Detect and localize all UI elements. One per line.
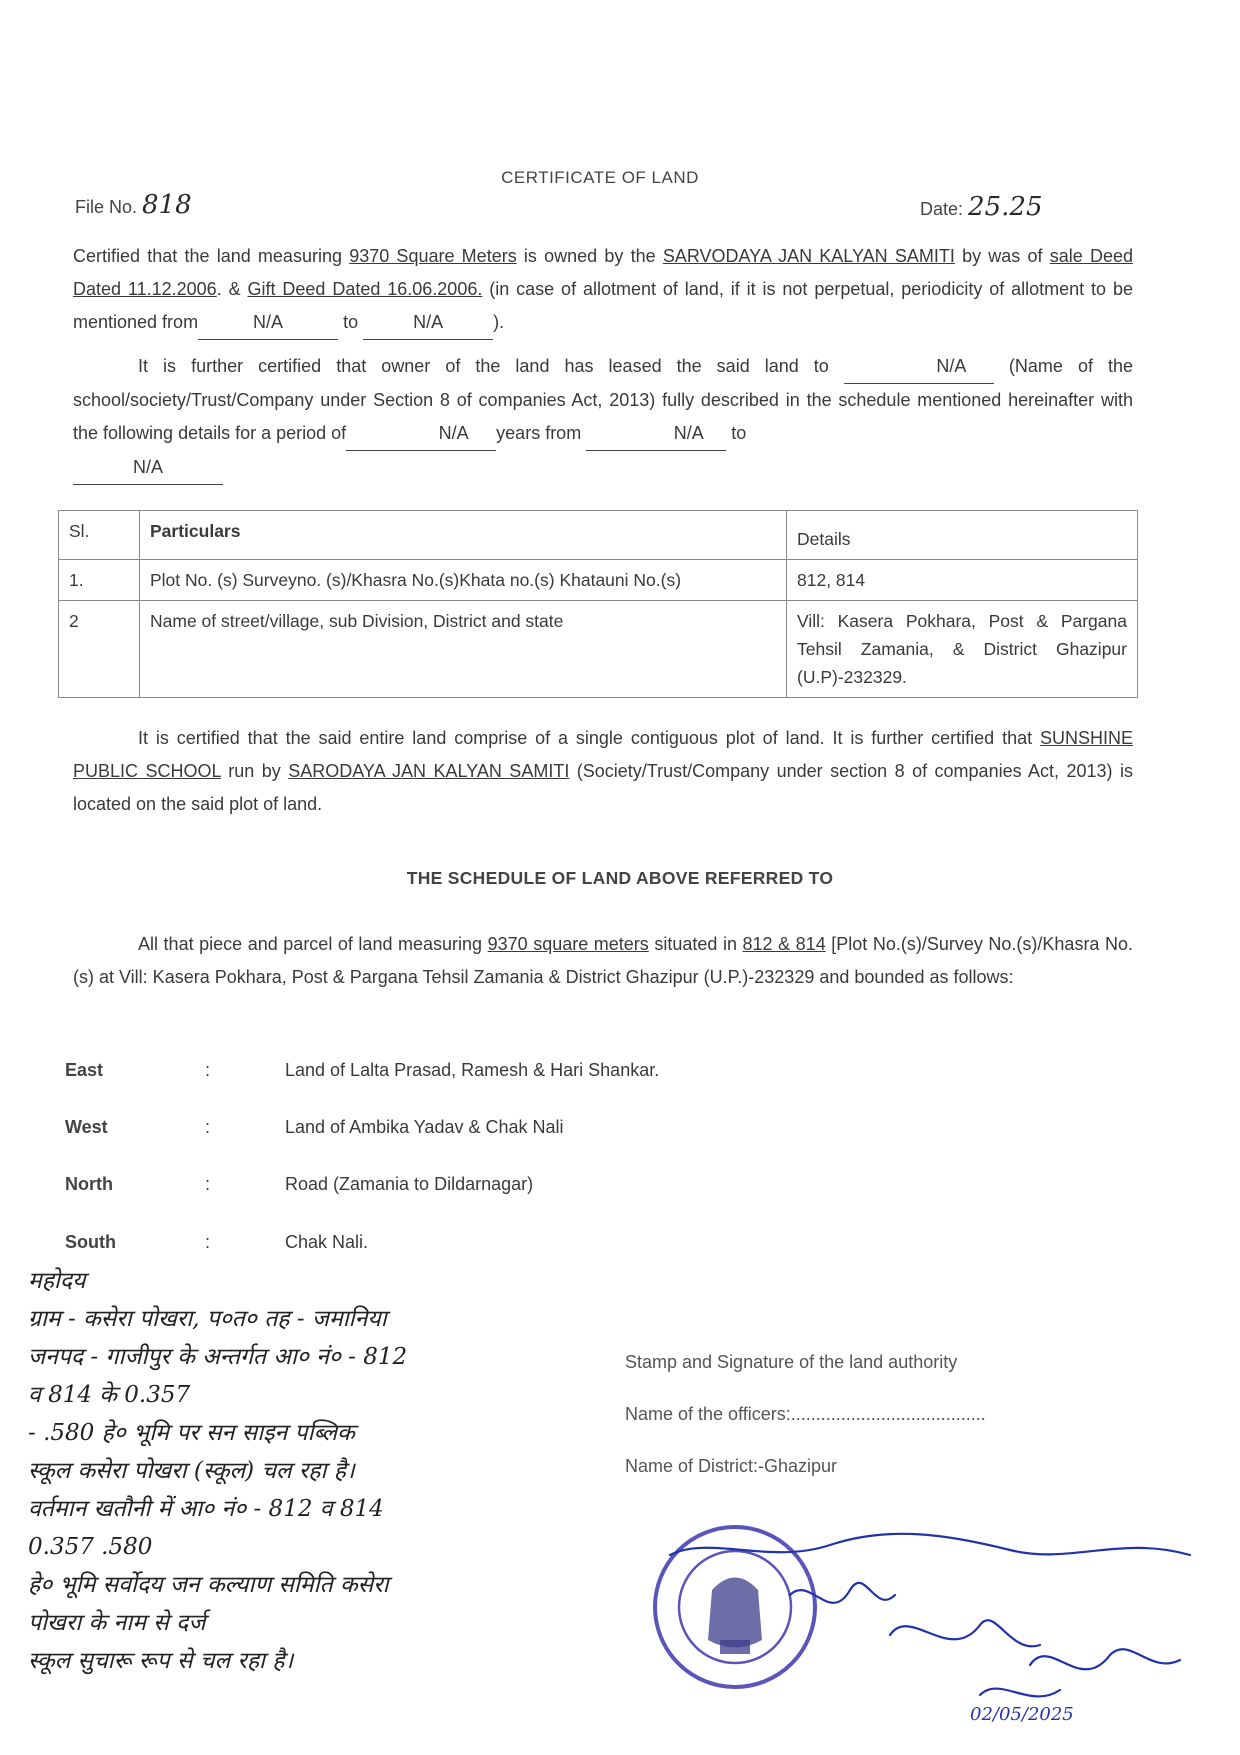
note-line: ग्राम - कसेरा पोखरा, प०त० तह - जमानिया: [28, 1306, 387, 1332]
boundary-colon: :: [205, 1232, 211, 1252]
table-cell: 812, 814: [787, 560, 1138, 601]
ownership-paragraph: [73, 240, 1133, 340]
school-name: SUNSHINE PUBLIC SCHOOL: [73, 728, 1133, 781]
table-cell: 1.: [59, 560, 140, 601]
table-cell: 2: [59, 601, 140, 698]
schedule-plots: 812 & 814: [742, 934, 826, 954]
schedule-heading: THE SCHEDULE OF LAND ABOVE REFERRED TO: [406, 868, 834, 888]
boundary-east: [65, 1060, 659, 1081]
district-name-label: Name of District:-Ghazipur: [625, 1456, 838, 1476]
lease-to: N/A: [73, 451, 223, 485]
boundary-colon: :: [205, 1174, 211, 1194]
date-value: 25.25: [968, 192, 1043, 222]
note-line: महोदय: [28, 1268, 86, 1294]
text: ).: [493, 312, 505, 332]
note-line: व 814 के 0.357: [28, 1382, 191, 1408]
note-line: जनपद - गाजीपुर के अन्तर्गत आ० नं० - 812: [28, 1344, 408, 1370]
table-cell: Plot No. (s) Surveyno. (s)/Khasra No.(s)Khata no.(s) Khatauni No.(s): [140, 560, 787, 601]
schedule-area: 9370 square meters: [487, 934, 649, 954]
authority-section: [625, 1352, 986, 1508]
note-line: स्कूल सुचारू रूप से चल रहा है।: [28, 1648, 294, 1674]
contiguous-plot-paragraph: [73, 722, 1133, 821]
text: by was of: [954, 246, 1050, 266]
table-row: [59, 601, 1138, 698]
note-line: स्कूल कसेरा पोखरा (स्कूल) चल रहा है।: [28, 1458, 355, 1484]
text: to: [731, 423, 747, 443]
text: [Plot No.(s)/Survey No.(s)/Khasra No.(s) at Vill: Kasera Pokhara, Post & Pargana Tehsil Zamania & District Ghazipur (U.P.)-232329 and bounded as follows:: [73, 934, 1134, 987]
file-number-label: File No.: [75, 197, 138, 217]
text: is owned by the: [516, 246, 663, 266]
text: (Society/Trust/Company under section 8 of companies Act, 2013) is located on the said plot of land.: [73, 761, 1133, 814]
note-line: 0.357 .580: [28, 1534, 153, 1560]
table-row: [59, 560, 1138, 601]
text: It is further certified that owner of the land has leased the said land to: [138, 356, 844, 376]
date-field: [920, 192, 1042, 222]
lessee-name: N/A: [844, 350, 994, 384]
boundary-direction: East: [65, 1060, 104, 1080]
text: run by: [220, 761, 289, 781]
header-cell: Sl.: [59, 511, 140, 560]
handwritten-note: [28, 1262, 628, 1680]
text: Certified that the land measuring: [73, 246, 350, 266]
header-cell: Particulars: [140, 511, 787, 560]
gift-deed: Gift Deed Dated 16.06.2006.: [247, 279, 483, 299]
file-number-value: 818: [142, 190, 192, 220]
text: All that piece and parcel of land measuring: [138, 934, 488, 954]
owner-name: SARVODAYA JAN KALYAN SAMITI: [662, 246, 955, 266]
land-area: 9370 Square Meters: [349, 246, 517, 266]
note-line: हे० भूमि सर्वोदय जन कल्याण समिति कसेरा: [28, 1572, 389, 1598]
allotment-to: N/A: [363, 306, 493, 340]
boundary-description: Road (Zamania to Dildarnagar): [285, 1174, 534, 1194]
society-name: SARODAYA JAN KALYAN SAMITI: [288, 761, 570, 781]
lease-period: N/A: [346, 417, 496, 451]
header-cell: Details: [787, 511, 1138, 560]
boundary-direction: West: [65, 1117, 108, 1137]
boundary-north: [65, 1174, 533, 1195]
text: situated in: [648, 934, 743, 954]
note-line: पोखरा के नाम से दर्ज: [28, 1610, 206, 1636]
officers-name-label: Name of the officers:.......................................: [625, 1404, 986, 1424]
document-title: CERTIFICATE OF LAND: [501, 168, 699, 187]
text: (Name of the school/society/Trust/Company under Section 8 of companies Act, 2013) fully described in the schedule mentioned hereinafter with the following details for a period of: [73, 356, 1134, 443]
schedule-paragraph: [73, 928, 1133, 994]
boundary-colon: :: [205, 1060, 211, 1080]
date-label: Date:: [920, 199, 964, 219]
note-line: वर्तमान खतौनी में आ० नं० - 812 व 814: [28, 1496, 384, 1522]
boundary-description: Land of Ambika Yadav & Chak Nali: [285, 1117, 564, 1137]
text: . &: [216, 279, 248, 299]
lease-from: N/A: [586, 417, 726, 451]
boundary-description: Chak Nali.: [285, 1232, 369, 1252]
note-line: - .580 हे० भूमि पर सन साइन पब्लिक: [28, 1420, 355, 1446]
official-seal-and-signatures: [650, 1495, 1210, 1735]
text: (in case of allotment of land, if it is not perpetual, periodicity of allotment to be mentioned from: [73, 279, 1133, 332]
sale-deed: sale Deed Dated 11.12.2006: [73, 246, 1133, 299]
lease-paragraph: [73, 350, 1133, 485]
boundary-direction: South: [65, 1232, 116, 1252]
boundary-south: [65, 1232, 368, 1253]
text: years from: [496, 423, 582, 443]
table-cell: Name of street/village, sub Division, District and state: [140, 601, 787, 698]
stamp-signature-label: Stamp and Signature of the land authority: [625, 1352, 958, 1372]
boundary-west: [65, 1117, 564, 1138]
boundary-direction: North: [65, 1174, 113, 1194]
text: It is certified that the said entire land comprise of a single contiguous plot of land. It is further certified that: [138, 728, 1040, 748]
table-cell: Vill: Kasera Pokhara, Post & Pargana Tehsil Zamania, & District Ghazipur (U.P)-232329.: [787, 601, 1138, 698]
land-details-table: [58, 510, 1138, 698]
boundary-description: Land of Lalta Prasad, Ramesh & Hari Shankar.: [285, 1060, 660, 1080]
allotment-from: N/A: [198, 306, 338, 340]
signature-date: 02/05/2025: [970, 1704, 1074, 1725]
text: to: [343, 312, 359, 332]
boundary-colon: :: [205, 1117, 211, 1137]
table-header-row: [59, 511, 1138, 560]
file-number: [75, 190, 192, 220]
